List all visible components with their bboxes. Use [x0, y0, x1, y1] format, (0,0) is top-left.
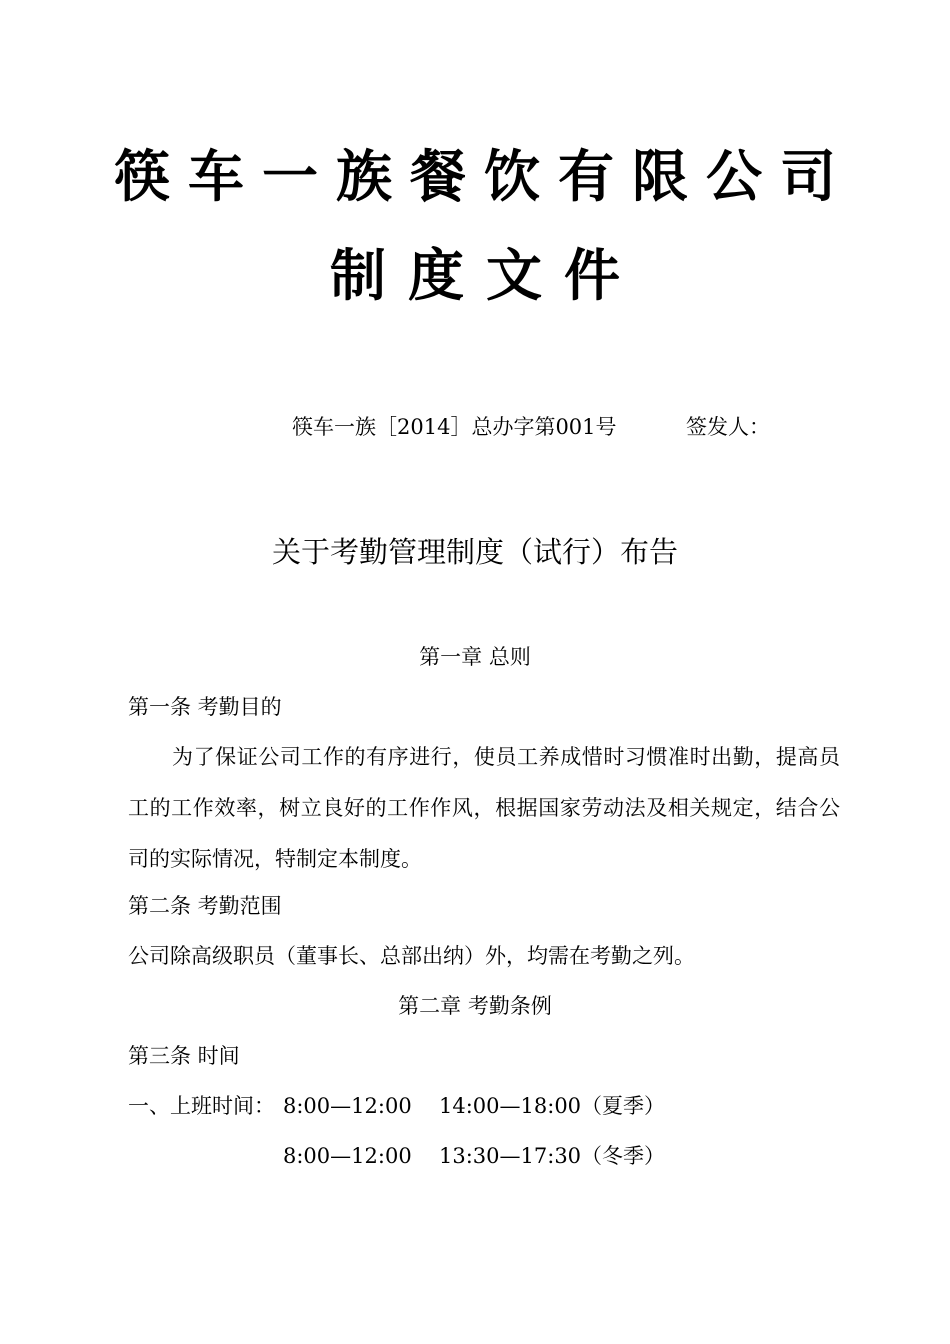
notice-title: 关于考勤管理制度（试行）布告 — [271, 535, 678, 569]
article-1-body: 为了保证公司工作的有序进行，使员工养成惜时习惯准时出勤，提高员工的工作效率，树立良好的工作作风，根据国家劳动法及相关规定，结合公司的实际情况，特制定本制度。 — [128, 745, 840, 871]
document-number-line — [292, 412, 770, 442]
summer-afternoon-hours: 14:00—18:00（夏季） — [439, 1094, 666, 1118]
article-2-title: 第二条 考勤范围 — [128, 894, 282, 918]
work-hours-label: 一、上班时间： — [128, 1094, 275, 1118]
signer-label: 签发人： — [686, 415, 770, 439]
work-hours-summer-row — [128, 1091, 828, 1121]
article-3-title: 第三条 时间 — [128, 1044, 240, 1068]
document-type-heading: 制度文件 — [330, 244, 642, 309]
winter-afternoon-hours: 13:30—17:30（冬季） — [439, 1144, 666, 1168]
chapter-1-title: 第一章 总则 — [419, 645, 531, 669]
winter-morning-hours: 8:00—12:00 — [283, 1144, 412, 1168]
chapter-2-title: 第二章 考勤条例 — [398, 994, 552, 1018]
document-number: 筷车一族［2014］总办字第001号 — [292, 415, 617, 439]
summer-morning-hours: 8:00—12:00 — [283, 1094, 412, 1118]
article-1-title: 第一条 考勤目的 — [128, 695, 282, 719]
company-name-heading: 筷车一族餐饮有限公司 — [114, 145, 854, 210]
work-hours-winter-row — [128, 1141, 828, 1171]
article-2-body: 公司除高级职员（董事长、总部出纳）外，均需在考勤之列。 — [128, 944, 695, 968]
